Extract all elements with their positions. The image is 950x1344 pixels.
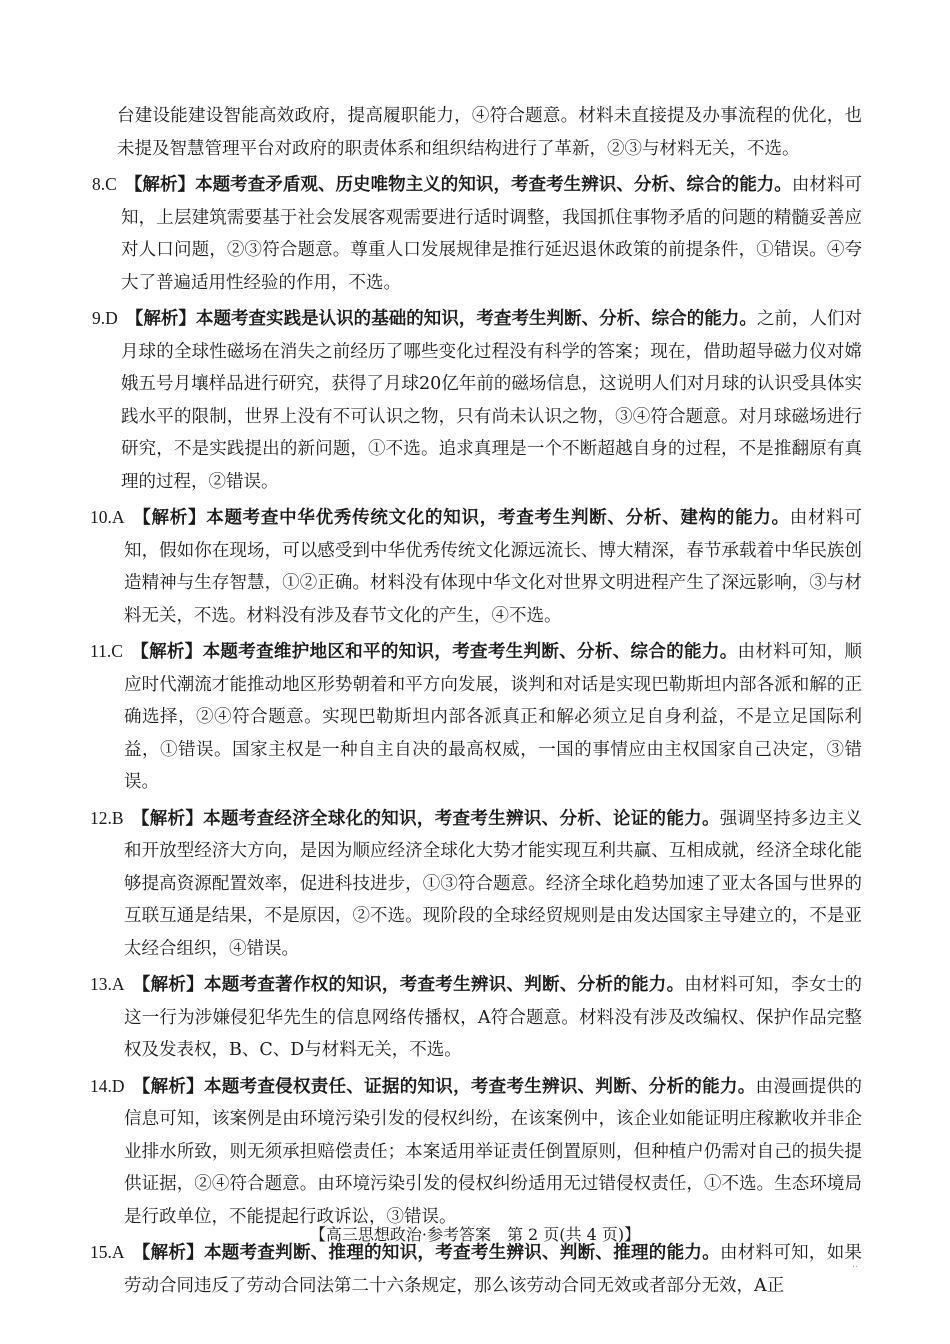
analysis-tag: 【解析】: [132, 508, 207, 528]
answer-item: [0, 302, 950, 498]
answer-lead: 本题考查经济全球化的知识，考查考生辨识、分析、论证的能力。: [203, 808, 720, 829]
answer-number: 12.B: [90, 807, 124, 828]
answer-lead: 本题考查中华优秀传统文化的知识，考查考生判断、分析、建构的能力。: [206, 508, 790, 528]
page-footer: 【高三思想政治·参考答案 第 2 页(共 4 页)】: [309, 1225, 641, 1244]
answer-text: 由材料可知，如果劳动合同违反了劳动合同法第二十六条规定，那么该劳动合同无效或者部分无效，A正: [124, 1243, 863, 1296]
answer-item: [0, 1070, 950, 1234]
answer-number: 9.D: [92, 308, 118, 328]
answer-text: 由漫画提供的信息可知，该案例是由环境污染引发的侵权纠纷，在该案例中，该企业如能证明庄稼歉收并非企业排水所致，则无须承担赔偿责任；本案适用举证责任倒置原则，但种植户仍需对自己的损失提供证据，②④符合题意。由环境污染引发的侵权纠纷适用无过错侵权责任，①不选。生态环境局是行政单位，不能提起行政诉讼，③错误。: [124, 1076, 863, 1227]
analysis-tag: 【解析】: [132, 975, 204, 995]
answer-item: [0, 168, 950, 299]
answer-number: 14.D: [90, 1075, 125, 1096]
answer-text: 由材料可知，顺应时代潮流才能推动地区形势朝着和平方向发展，谈判和对话是实现巴勒斯坦内部各派和解的正确选择，②④符合题意。实现巴勒斯坦内部各派真正和解必须立足自身利益，不是立足国际利益，①错误。国家主权是一种自主自决的最高权威，一国的事情应由主权国家自己决定，③错误。: [124, 642, 863, 792]
answer-number: 8.C: [92, 174, 117, 194]
answer-text: 由材料可知，上层建筑需要基于社会发展客观需要进行适时调整，我国抓住事物矛盾的问题的精髓妥善应对人口问题，②③符合题意。尊重人口发展规律是推行延迟退休政策的前提条件，①错误。④夸大了普遍适用性经验的作用，不选。: [121, 175, 863, 293]
answer-lead: 本题考查矛盾观、历史唯物主义的知识，考查考生辨识、分析、综合的能力。: [195, 175, 792, 195]
answer-number: 11.C: [90, 641, 123, 661]
answer-item: [0, 968, 950, 1067]
answer-lead: 本题考查著作权的知识，考查考生辨识、判断、分析的能力。: [203, 975, 685, 995]
analysis-tag: 【解析】: [132, 1243, 204, 1263]
answer-text: 由材料可知，假如你在现场，可以感受到中华优秀传统文化源远流长、博大精深，春节承载着中华民族创造精神与生存智慧，①②正确。材料没有体现中华文化对世界文明进程产生了深远影响，③与材料无关，不选。材料没有涉及春节文化的产生，④不选。: [124, 508, 863, 626]
analysis-tag: 【解析】: [131, 808, 204, 829]
analysis-tag: 【解析】: [130, 642, 203, 662]
answer-number: 15.A: [90, 1242, 125, 1262]
answer-lead: 本题考查判断、推理的知识，考查考生辨识、判断、推理的能力。: [203, 1243, 720, 1263]
answer-item: [0, 1236, 950, 1302]
analysis-tag: 【解析】: [124, 175, 196, 195]
answer-number: 13.A: [90, 974, 125, 994]
answer-number: 10.A: [90, 507, 125, 527]
answer-lead: 本题考查侵权责任、证据的知识，考查考生辨识、判断、分析的能力。: [203, 1076, 756, 1097]
answer-text: 强调坚持多边主义和开放型经济大方向，是因为顺应经济全球化大势才能实现互利共赢、互相成就，经济全球化能够提高资源配置效率，促进科技进步，①③符合题意。经济全球化趋势加速了亚太各国与世界的互联互通是结果，不是原因，②不选。现阶段的全球经贸规则是由发达国家主导建立的，不是亚太经合组织，④错误。: [124, 808, 863, 959]
answer-item: [0, 635, 950, 799]
intro-paragraph: 台建设能建设智能高效政府，提高履职能力，④符合题意。材料未直接提及办事流程的优化，也未提及智慧管理平台对政府的职责体系和组织结构进行了革新，②③与材料无关，不选。: [117, 106, 862, 159]
answer-item: [0, 501, 950, 632]
answer-text: 由材料可知，李女士的这一行为涉嫌侵犯华先生的信息网络传播权，A符合题意。材料没有涉及改编权、保护作品完整权及发表权，B、C、D与材料无关，不选。: [124, 975, 863, 1060]
analysis-tag: 【解析】: [125, 309, 196, 329]
answer-lead: 本题考查实践是认识的基础的知识，考查考生判断、分析、综合的能力。: [195, 309, 757, 329]
answer-item: [0, 802, 950, 966]
analysis-tag: 【解析】: [132, 1076, 204, 1097]
answer-lead: 本题考查维护地区和平的知识，考查考生判断、分析、综合的能力。: [202, 642, 738, 662]
answer-content: [0, 100, 950, 1305]
answer-text: 之前，人们对月球的全球性磁场在消失之前经历了哪些变化过程没有科学的答案；现在，借助超导磁力仪对嫦娥五号月壤样品进行研究，获得了月球20亿年前的磁场信息，这说明人们对月球的认识受具体实践水平的限制，世界上没有不可认识之物，只有尚未认识之物，③④符合题意。对月球磁场进行研究，不是实践提出的新问题，①不选。追求真理是一个不断超越自身的过程，不是推翻原有真理的过程，②错误。: [121, 309, 863, 492]
footer-mark: ··: [852, 1262, 859, 1273]
